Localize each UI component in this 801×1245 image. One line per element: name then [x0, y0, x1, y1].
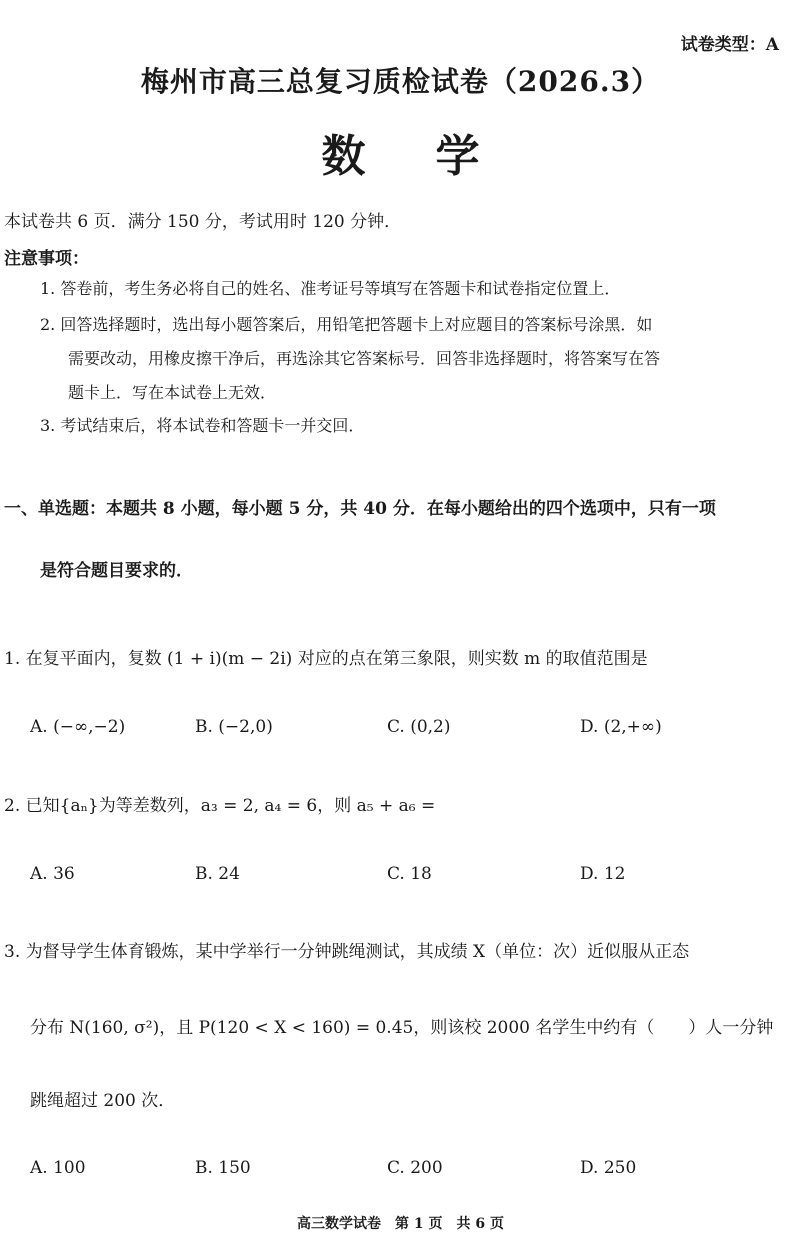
q2-option-c: C. 18	[387, 864, 432, 884]
notice-item-2-cont: 需要改动，用橡皮擦干净后，再选涂其它答案标号．回答非选择题时，将答案写在答	[68, 349, 661, 368]
exam-intro: 本试卷共 6 页．满分 150 分，考试用时 120 分钟．	[4, 212, 402, 232]
exam-title: 梅州市高三总复习质检试卷（2026.3）	[140, 65, 661, 98]
notice-item-3: 3. 考试结束后，将本试卷和答题卡一并交回．	[40, 416, 365, 435]
page-footer: 高三数学试卷 第 1 页 共 6 页	[297, 1216, 504, 1232]
question-3-cont: 分布 N(160, σ²)，且 P(120 < X < 160) = 0.45，则该校 2000 名学生中约有（ ）人一分钟	[30, 1018, 774, 1038]
notice-item-2: 2. 回答选择题时，选出每小题答案后，用铅笔把答题卡上对应题目的答案标号涂黑．如	[40, 315, 653, 334]
q2-option-b: B. 24	[195, 864, 240, 884]
q3-option-c: C. 200	[387, 1158, 443, 1178]
paper-type-label: 试卷类型：A	[680, 35, 779, 55]
q1-option-b: B. (−2,0)	[195, 717, 273, 737]
section-heading-cont: 是符合题目要求的．	[40, 561, 193, 581]
question-1: 1. 在复平面内，复数 (1 + i)(m − 2i) 对应的点在第三象限，则实数 m 的取值范围是	[4, 649, 648, 669]
notice-title: 注意事项：	[4, 249, 89, 269]
notice-item-2-cont2: 题卡上．写在本试卷上无效．	[68, 383, 277, 402]
q2-option-a: A. 36	[30, 864, 75, 884]
q3-option-d: D. 250	[580, 1158, 637, 1178]
q3-option-b: B. 150	[195, 1158, 251, 1178]
question-2: 2. 已知{aₙ}为等差数列，a₃ = 2, a₄ = 6，则 a₅ + a₆ =	[4, 796, 436, 816]
q3-option-a: A. 100	[30, 1158, 86, 1178]
q1-option-c: C. (0,2)	[387, 717, 451, 737]
subject-title: 数学	[321, 131, 550, 182]
notice-item-1: 1. 答卷前，考生务必将自己的姓名、准考证号等填写在答题卡和试卷指定位置上．	[40, 279, 621, 298]
question-3: 3. 为督导学生体育锻炼，某中学举行一分钟跳绳测试，其成绩 X（单位：次）近似服从正态	[4, 942, 690, 962]
q2-option-d: D. 12	[580, 864, 626, 884]
section-heading: 一、单选题：本题共 8 小题，每小题 5 分，共 40 分．在每小题给出的四个选项中，只有一项	[4, 499, 716, 519]
question-3-cont2: 跳绳超过 200 次．	[30, 1091, 176, 1111]
q1-option-a: A. (−∞,−2)	[30, 717, 126, 737]
q1-option-d: D. (2,+∞)	[580, 717, 662, 737]
